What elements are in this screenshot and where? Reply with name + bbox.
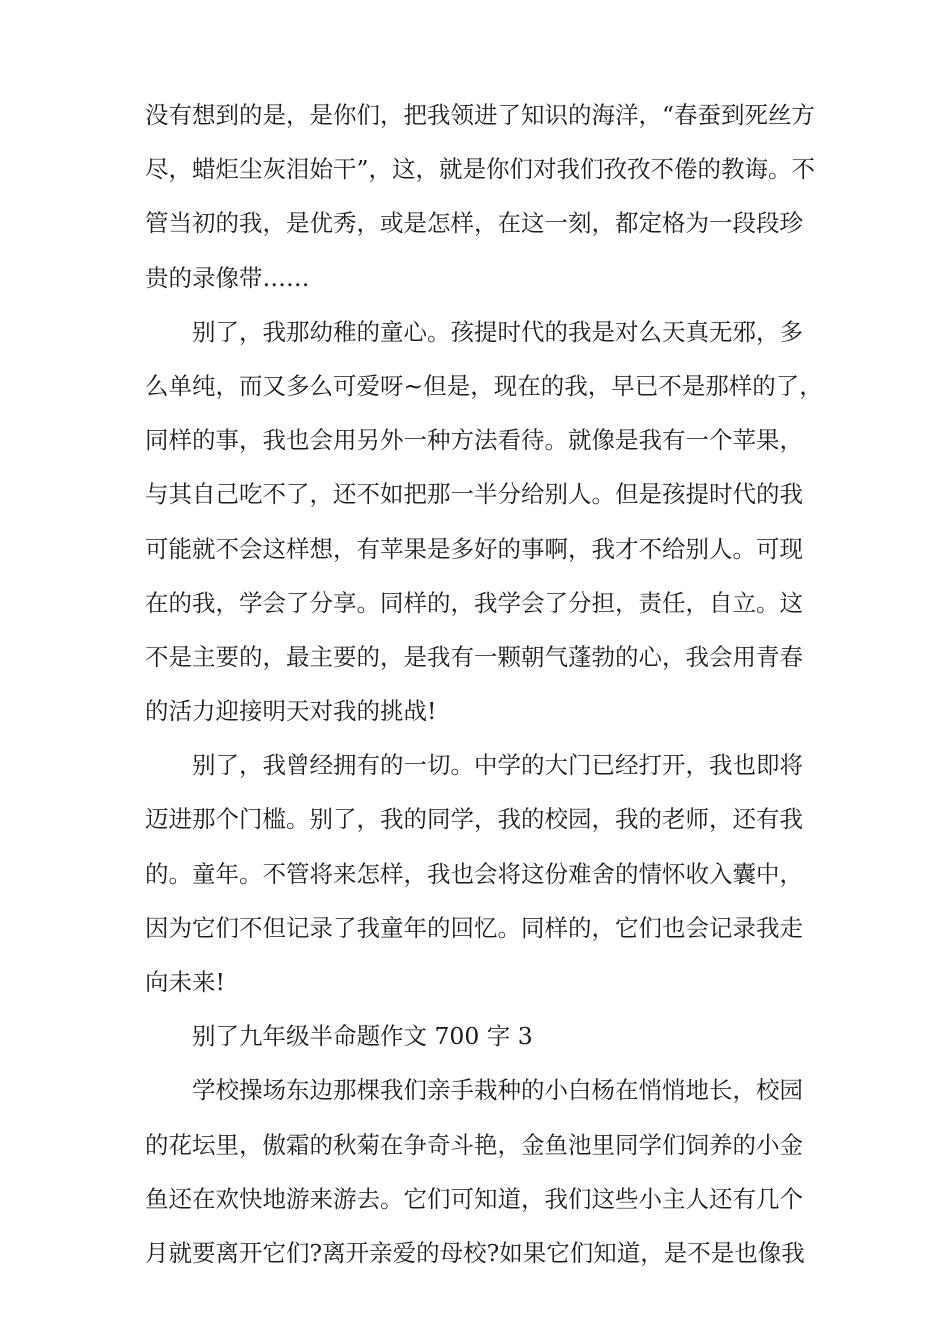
text-line: 的活力迎接明天对我的挑战!	[145, 697, 437, 726]
text-line: 因为它们不但记录了我童年的回忆。同样的，它们也会记录我走	[145, 913, 803, 942]
text-line: 学校操场东边那棵我们亲手栽种的小白杨在悄悄地长，校园	[192, 1076, 803, 1105]
text-line: 在的我，学会了分享。同样的，我学会了分担，责任，自立。这	[145, 588, 803, 617]
text-line: 别了，我那幼稚的童心。孩提时代的我是对么天真无邪，多	[192, 317, 803, 346]
text-line: 月就要离开它们?离开亲爱的母校?如果它们知道，是不是也像我	[145, 1238, 805, 1267]
text-line: 可能就不会这样想，有苹果是多好的事啊，我才不给别人。可现	[145, 534, 803, 563]
text-line: 向未来!	[145, 968, 225, 996]
text-line: 不是主要的，最主要的，是我有一颗朝气蓬勃的心，我会用青春	[145, 642, 803, 671]
text-line: 管当初的我，是优秀，或是怎样，在这一刻，都定格为一段段珍	[145, 209, 803, 238]
text-line: 同样的事，我也会用另外一种方法看待。就像是我有一个苹果，	[145, 426, 803, 455]
text-line: 别了，我曾经拥有的一切。中学的大门已经打开，我也即将	[192, 751, 803, 780]
text-line: 鱼还在欢快地游来游去。它们可知道，我们这些小主人还有几个	[145, 1184, 803, 1213]
text-line: 的花坛里，傲霜的秋菊在争奇斗艳，金鱼池里同学们饲养的小金	[145, 1130, 803, 1159]
text-line: 尽，蜡炬尘灰泪始干”，这，就是你们对我们孜孜不倦的教诲。不	[145, 155, 816, 184]
text-line: 的。童年。不管将来怎样，我也会将这份难舍的情怀收入囊中，	[145, 859, 803, 888]
text-line: 与其自己吃不了，还不如把那一半分给别人。但是孩提时代的我	[145, 480, 803, 509]
text-line: 么单纯，而又多么可爱呀~但是，现在的我，早已不是那样的了，	[145, 371, 823, 400]
text-line: 别了九年级半命题作文 700 字 3	[192, 1022, 533, 1051]
text-line: 没有想到的是，是你们，把我领进了知识的海洋，“春蚕到死丝方	[145, 101, 816, 129]
text-line: 贵的录像带……	[145, 263, 310, 292]
document-body	[145, 88, 825, 1280]
text-line: 迈进那个门槛。别了，我的同学，我的校园，我的老师，还有我	[145, 805, 803, 834]
